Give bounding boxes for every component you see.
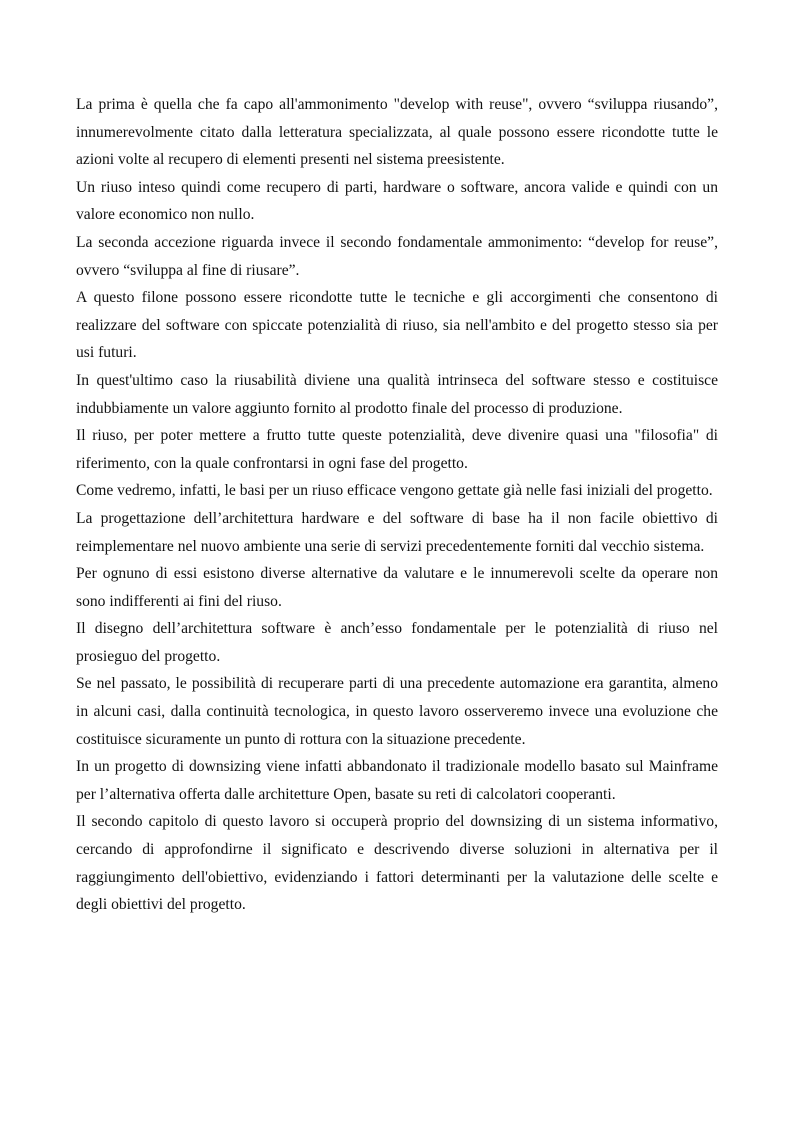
paragraph-13: Il secondo capitolo di questo lavoro si occuperà proprio del downsizing di un sistema informativo, cercando di approfondirne il significato e descrivendo diverse soluzioni in alternativa per il raggiungimento dell'obiettivo, evidenziando i fattori determinanti per la valutazione delle scelte e degli obiettivi del progetto.	[76, 813, 718, 914]
paragraph-12: In un progetto di downsizing viene infatti abbandonato il tradizionale modello basato sul Mainframe per l’alternativa offerta dalle architetture Open, basate su reti di calcolatori cooperanti.	[76, 758, 718, 803]
paragraph-7: Come vedremo, infatti, le basi per un riuso efficace vengono gettate già nelle fasi iniziali del progetto.	[76, 482, 713, 500]
paragraph-8: La progettazione dell’architettura hardware e del software di base ha il non facile obiettivo di reimplementare nel nuovo ambiente una serie di servizi precedentemente forniti dal vecchio sistema.	[76, 509, 718, 555]
paragraph-9: Per ognuno di essi esistono diverse alternative da valutare e le innumerevoli scelte da operare non sono indifferenti ai fini del riuso.	[76, 565, 718, 610]
paragraph-5: In quest'ultimo caso la riusabilità diviene una qualità intrinseca del software stesso e costituisce indubbiamente un valore aggiunto fornito al prodotto finale del processo di produzione.	[76, 371, 718, 417]
paragraph-4: A questo filone possono essere ricondotte tutte le tecniche e gli accorgimenti che consentono di realizzare del software con spiccate potenzialità di riuso, sia nell'ambito e del progetto stesso sia per usi futuri.	[76, 289, 718, 362]
paragraph-11: Se nel passato, le possibilità di recuperare parti di una precedente automazione era garantita, almeno in alcuni casi, dalla continuità tecnologica, in questo lavoro osserveremo invece una evoluzione che costituisce sicuramente un punto di rottura con la situazione precedente.	[76, 675, 718, 748]
paragraph-6: Il riuso, per poter mettere a frutto tutte queste potenzialità, deve divenire quasi una "filosofia" di riferimento, con la quale confrontarsi in ogni fase del progetto.	[76, 427, 718, 472]
paragraph-10: Il disegno dell’architettura software è anch’esso fondamentale per le potenzialità di riuso nel prosieguo del progetto.	[76, 620, 718, 665]
paragraph-2: Un riuso inteso quindi come recupero di parti, hardware o software, ancora valide e quindi con un valore economico non nullo.	[76, 178, 718, 224]
paragraph-3: La seconda accezione riguarda invece il secondo fondamentale ammonimento: “develop for reuse”, ovvero “sviluppa al fine di riusare”.	[76, 233, 718, 279]
paragraph-1: La prima è quella che fa capo all'ammonimento "develop with reuse", ovvero “sviluppa riusando”, innumerevolmente citato dalla letteratura specializzata, al quale possono essere ricondotte tutte le azioni volte al recupero di elementi presenti nel sistema preesistente.	[76, 96, 718, 169]
body-text	[76, 91, 718, 919]
